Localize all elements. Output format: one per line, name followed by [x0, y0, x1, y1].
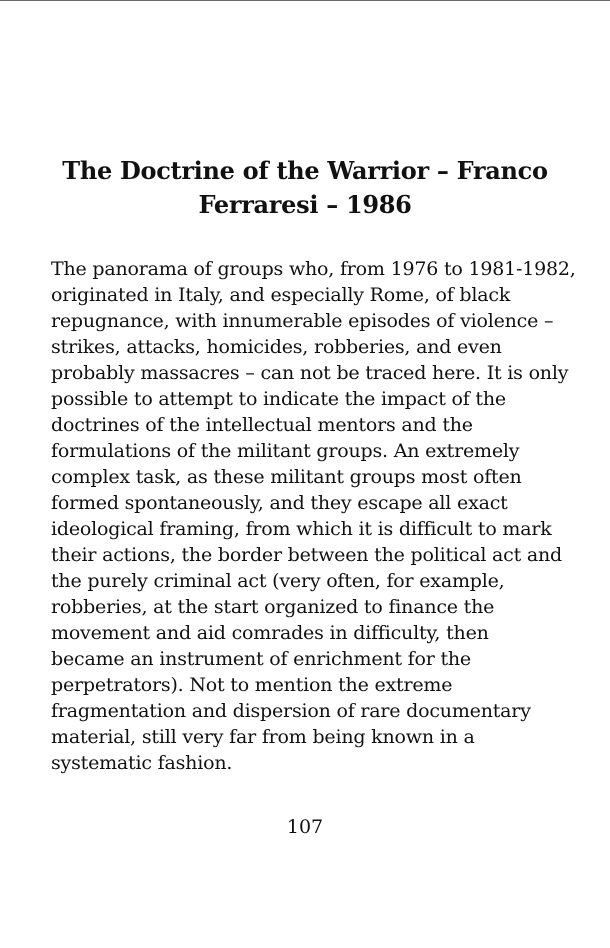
- text-line: strikes, attacks, homicides, robberies, and even: [51, 336, 502, 358]
- body-paragraph: [51, 256, 576, 776]
- text-line: their actions, the border between the political act and: [51, 544, 563, 566]
- text-line: formed spontaneously, and they escape all exact: [51, 492, 508, 514]
- chapter-title-line: The Doctrine of the Warrior – Franco: [62, 156, 548, 185]
- text-line: movement and aid comrades in difficulty, then: [51, 622, 489, 644]
- text-line: The panorama of groups who, from 1976 to 1981-1982,: [51, 258, 576, 280]
- text-line: perpetrators). Not to mention the extreme: [51, 674, 453, 696]
- text-line: robberies, at the start organized to finance the: [51, 596, 495, 618]
- text-line: systematic fashion.: [51, 752, 233, 774]
- top-border-line: [0, 0, 610, 1]
- text-line: doctrines of the intellectual mentors and the: [51, 414, 473, 436]
- text-line: material, still very far from being known in a: [51, 726, 475, 748]
- text-line: formulations of the militant groups. An extremely: [51, 440, 520, 462]
- text-line: became an instrument of enrichment for the: [51, 648, 471, 670]
- text-line: possible to attempt to indicate the impact of the: [51, 388, 506, 410]
- text-line: ideological framing, from which it is difficult to mark: [51, 518, 552, 540]
- chapter-title: [40, 154, 570, 222]
- text-line: the purely criminal act (very often, for example,: [51, 570, 505, 592]
- text-line: probably massacres – can not be traced here. It is only: [51, 362, 569, 384]
- chapter-title-line: Ferraresi – 1986: [198, 190, 412, 219]
- text-line: repugnance, with innumerable episodes of violence –: [51, 310, 554, 332]
- text-line: complex task, as these militant groups most often: [51, 466, 522, 488]
- text-line: fragmentation and dispersion of rare documentary: [51, 700, 531, 722]
- text-line: originated in Italy, and especially Rome, of black: [51, 284, 511, 306]
- page-number: 107: [286, 816, 324, 838]
